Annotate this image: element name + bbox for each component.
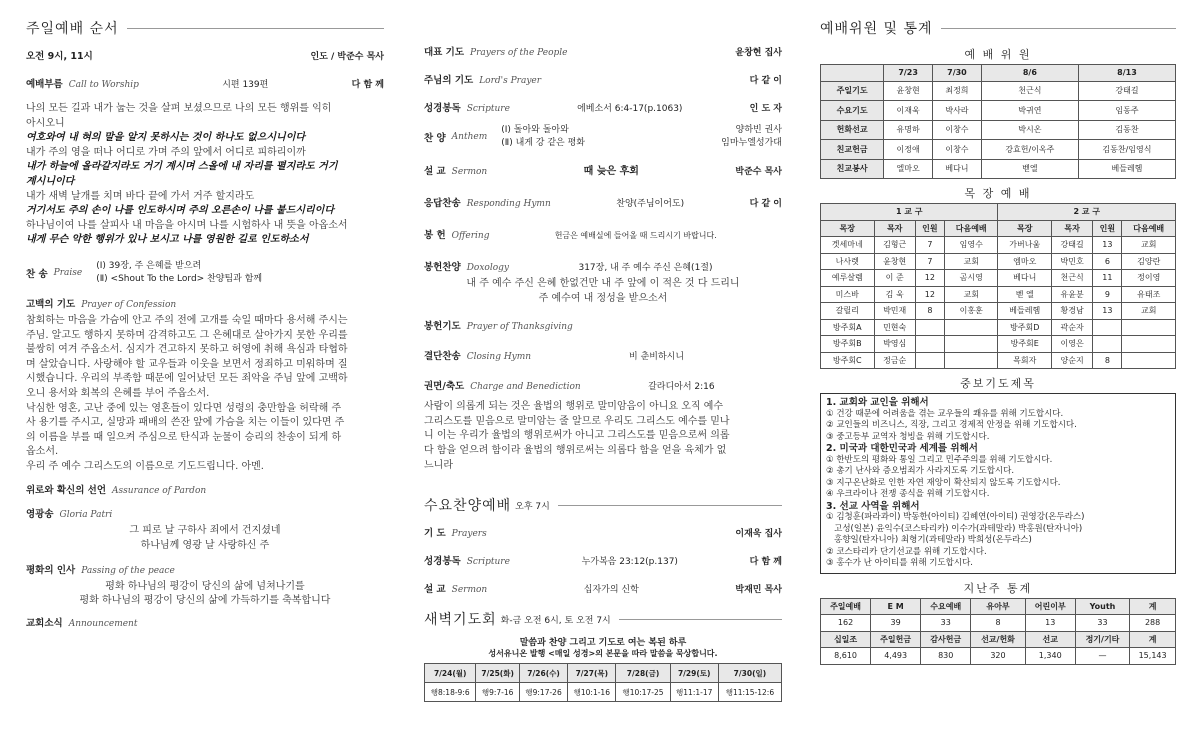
dawn-day-cell: 7/27(목)	[568, 664, 616, 683]
committee-cell: 김동찬	[1078, 120, 1175, 140]
pastoral-cell: 12	[915, 270, 944, 287]
benediction-text	[424, 400, 782, 473]
prayer-item: ② 총기 난사와 증오범죄가 사라지도록 기도합시다.	[826, 466, 1015, 476]
confession-line: 우리 주 예수 그리스도의 이름으로 기도드립니다. 아멘.	[26, 460, 264, 472]
pastoral-cell: 8	[915, 303, 944, 320]
pastoral-header-cell: 인원	[915, 220, 944, 237]
pastoral-cell: 미스바	[821, 286, 875, 303]
stats-row	[821, 648, 1176, 665]
stats-cell: —	[1075, 648, 1129, 665]
wednesday-header: 수요찬양예배 오후 7시	[424, 495, 782, 515]
stats-cell: 830	[921, 648, 971, 665]
pastoral-header-cell: 목자	[1051, 220, 1092, 237]
confession-line: 며 살았습니다. 사랑해야 할 교우들과 이웃을 보면서 정죄하고 미워하며 질	[26, 358, 348, 370]
pastoral-table	[820, 203, 1176, 369]
stats-cell: 288	[1130, 615, 1176, 632]
stats-cell: 계	[1130, 598, 1176, 615]
committee-cell: 박귀연	[981, 101, 1078, 121]
dawn-text-cell: 행9:7-16	[476, 683, 520, 702]
pastoral-group-1: 1 교 구	[821, 204, 998, 221]
pastoral-cell: 나사렛	[821, 253, 875, 270]
pastoral-cell: 갈릴리	[821, 303, 875, 320]
committee-row	[821, 159, 1176, 179]
committee-row	[821, 140, 1176, 160]
prayer-item: ③ 지구온난화로 인한 자연 재앙이 확산되지 않도록 기도합시다.	[826, 477, 1061, 488]
pastoral-cell: 방주회B	[821, 336, 875, 353]
lords-prayer-row: 주님의 기도 Lord's Prayer 다 같 이	[424, 75, 782, 86]
stats-row	[821, 631, 1176, 648]
psalm-line: 내가 하늘에 올라갈지라도 거기 계시며 스올에 내 자리를 펼지라도 거기	[26, 161, 338, 173]
pastoral-header-cell: 목장	[821, 220, 875, 237]
benediction-line: 니 이는 우리가 율법의 행위로써가 아니고 그리스도를 믿음으로써 의롭	[424, 430, 730, 442]
wednesday-en: Sermon	[451, 585, 488, 596]
pastoral-cell: 박영심	[874, 336, 915, 353]
confession-line: 시했습니다. 우리의 부족함 때문에 일어났던 모든 죄악을 주님 앞에 고백하	[26, 373, 348, 385]
committee-row	[821, 120, 1176, 140]
section-header	[26, 18, 384, 38]
wednesday-label: 설 교	[424, 584, 446, 596]
wednesday-mid: 십자가의 신학	[583, 585, 639, 596]
dawn-text-cell: 행9:17-26	[519, 683, 567, 702]
prayer-item: ③ 홍수가 난 아이티를 위해 기도합시다.	[826, 558, 973, 568]
committee-cell: 김동찬/임영식	[1078, 140, 1175, 160]
benediction-line: 그리스도를 믿음으로 말미암는 줄 알므로 우리도 그리스도 예수를 믿나	[424, 415, 730, 427]
confession-row: 고백의 기도 Prayer of Confession	[26, 298, 177, 310]
stats-cell: 1,340	[1025, 648, 1075, 665]
dawn-day-cell: 7/30(일)	[718, 664, 781, 683]
committee-cell: 강효헌/이옥주	[981, 140, 1078, 160]
committee-cell: 이재욱	[884, 101, 933, 121]
committee-cell: 강태길	[1078, 81, 1175, 101]
committee-cell: 친교봉사	[821, 159, 884, 179]
pastoral-cell: 양순지	[1051, 352, 1092, 369]
pastoral-row	[821, 352, 1176, 369]
committee-cell: 베들레헴	[1078, 159, 1175, 179]
pastoral-cell: 13	[1093, 303, 1122, 320]
psalm-line: 계시니이다	[26, 175, 75, 187]
pastoral-cell: 김형근	[874, 237, 915, 254]
psalm-line: 내게 무슨 악한 행위가 있나 보시고 나를 영원한 길로 인도하소서	[26, 234, 309, 246]
committee-cell: 엘마오	[884, 159, 933, 179]
wednesday-mid: 누가복음 23:12(p.137)	[581, 557, 678, 568]
stats-cell: 어린이부	[1025, 598, 1075, 615]
benediction-row: 권면/축도 Charge and Benediction 갈라디아서 2:16	[424, 381, 715, 393]
committee-cell: 헌화선교	[821, 120, 884, 140]
psalm-line: 여호와여 내 혀의 말을 알지 못하시는 것이 하나도 없으시니이다	[26, 132, 306, 144]
pastoral-cell	[915, 319, 944, 336]
order-of-worship-column-2: 대표 기도 Prayers of the People 윤창현 집사 주님의 기도 Lord's Prayer 다 같 이 성경봉독 Scripture 에베소서 6:4-17(p.1063) 인 도 자 찬 양 Anthem (Ⅰ) 돌아와 돌아와 (Ⅱ) 내게 강 같은 평화 양하빈 권사 임마누엘성가대 설 교 Sermon 때 늦은 후회 박준수 목사 응답찬송 Responding Hymn 찬양(주님이어도) 다 같 이 봉 헌 Offering 헌금은 예배실에 들어올 때 드리시기 바랍니다. 봉헌찬양 Doxology 317장, 내 주 예수 주신 은혜(1절) 내 주 예수 주신 은혜 한없건만 내 주 앞에 이 적은 것 다 드리니 주 예수여 내 정성을 받으소서 봉헌기도 Prayer of Thanksgiving 결단찬송 Closing Hymn 비 춘비하시니 권면/축도 Charge and Benediction 갈라디아서 2:16 사람이 의롭게 되는 것은 율법의 행위로 말미암음이 아니요 오직 예수 그리스도를 믿음으로 말미암는 줄 알므로 우리도 그리스도 예수를 믿나 니 이는 우리가 율법의 행위로써가 아니고 그리스도를 믿음으로써 의롭 다 함을 얻으려 함이라 율법의 행위로써는 의롭다 함을 얻을 육체가 없 느니라 수요찬양예배 오후 7시 기 도 Prayers 이재욱 집사 성경봉독 Scripture 누가복음 23:12(p.137) 다 함 께 설 교 Sermon 십자가의 신학 박재민 목사 새벽기도회 화-금 오전 6시, 토 오전 7시 말씀과 찬양 그리고 기도로 여는 복된 하루 성서유니온 발행 <매일 성경>의 본문을 따라 말씀을 묵상합니다. 7/24(월) 7/25(화) 7/26(수) 7/27(목) 7/28(금) 7/29(토) 7/30(일) 행8:18-9:6 행9:7-16 행9:17-26 행10:1-16 행10:17-25 행11:1-17 행11:15-12:6	[424, 44, 782, 702]
offering-row: 봉 헌 Offering 헌금은 예배실에 들어올 때 드리시기 바랍니다.	[424, 230, 717, 241]
prayer-group-heading: 3. 선교 사역을 위해서	[826, 500, 920, 512]
dawn-day-cell: 7/28(금)	[616, 664, 670, 683]
pastoral-cell: 방주회D	[998, 319, 1052, 336]
pastoral-row	[821, 270, 1176, 287]
pastoral-cell	[944, 319, 998, 336]
committee-title: 예 배 위 원	[964, 48, 1032, 61]
dawn-text-cell: 행10:17-25	[616, 683, 670, 702]
pastoral-header-cell: 목장	[998, 220, 1052, 237]
prayer-item: ① 건강 때문에 어려움을 겪는 교우들의 쾌유를 위해 기도합시다.	[826, 408, 1064, 419]
pastoral-cell: 강태길	[1051, 237, 1092, 254]
pastoral-cell: 김 욱	[874, 286, 915, 303]
committee-row	[821, 81, 1176, 101]
stats-cell: 십일조	[821, 631, 871, 648]
committee-cell: 친교헌금	[821, 140, 884, 160]
stats-cell: 39	[871, 615, 921, 632]
call-to-worship-row: 예배부름 Call to Worship 시편 139편 다 함 께	[26, 79, 384, 90]
prayer-title: 중보기도제목	[960, 377, 1036, 390]
stats-cell: 320	[971, 648, 1025, 665]
pastoral-row	[821, 237, 1176, 254]
pastoral-cell: 곽순자	[1051, 319, 1092, 336]
pastoral-header-cell: 인원	[1093, 220, 1122, 237]
stats-cell: 33	[921, 615, 971, 632]
committee-cell: 베다니	[933, 159, 982, 179]
pastoral-cell: 박민재	[874, 303, 915, 320]
pastoral-cell: 박민호	[1051, 253, 1092, 270]
announcement-row: 교회소식 Announcement	[26, 617, 138, 629]
pastoral-cell: 엠마오	[998, 253, 1052, 270]
order-of-worship-column: 주일예배 순서 오전 9시, 11시 인도 / 박준수 목사 예배부름 Call to Worship 시편 139편 다 함 께 나의 모든 길과 내가 눕는 것을 살펴 보셨으므로 나의 모든 행위를 익히 아시오니 여호와여 내 혀의 말을 알지 못하시는 것이 하나도 없으시니이다 내가 주의 영을 떠나 어디로 가며 주의 앞에서 어디로 피하리이까 내가 하늘에 올라갈지라도 거기 계시며 스올에 내 자리를 펼지라도 거기 계시니이다 내가 새벽 날개를 치며 바다 끝에 가서 거주 할지라도 거기서도 주의 손이 나를 인도하시며 주의 오른손이 나를 붙드시리이다 하나님이여 나를 살피사 내 마음을 아시며 나를 시험하사 내 뜻을 아옵소서 내게 무슨 악한 행위가 있나 보시고 나를 영원한 길로 인도하소서 찬 송 Praise (Ⅰ) 39장, 주 은혜를 받으려 (Ⅱ) <Shout To the Lord> 찬양팀과 함께 고백의 기도 Prayer of Confession 참회하는 마음을 가슴에 안고 주의 전에 고개를 숙일 때마다 용서해 주시는 주님. 알고도 행하지 못하며 감격하고도 그 은혜대로 살아가지 못한 우리를 불쌍히 여겨 주옵소서. 심지가 견고하지 못하고 허영에 취해 욕심과 타협하 며 살았습니다. 사랑해야 할 교우들과 이웃을 보면서 정죄하고 미워하며 질 시했습니다. 우리의 부족함 때문에 일어났던 모든 죄악을 주님 앞에 고백하 오니 용서와 회복의 은혜를 부어 주옵소서. 낙심한 영혼, 고난 중에 있는 영혼들이 있다면 성령의 충만함을 허락해 주 사 용기를 주시고, 실망과 패배의 쓴잔 앞에 가슴을 치는 이들이 있다면 주 의 이름을 부를 때 일으켜 주심으로 탄식과 눈물이 승리의 찬송이 되게 하 옵소서. 우리 주 예수 그리스도의 이름으로 기도드립니다. 아멘. 위로와 확신의 선언 Assurance of Pardon 영광송 Gloria Patri 그 피로 날 구하사 죄에서 건지셨네 하나님께 영광 날 사랑하신 주 평화의 인사 Passing of the peace 평화 하나님의 평강이 당신의 삶에 넘쳐나기를 평화 하나님의 평강이 당신의 삶에 가득하기를 축복합니다 교회소식 Announcement	[26, 0, 384, 633]
committee-cell: 유명하	[884, 120, 933, 140]
pastoral-row	[821, 336, 1176, 353]
pastoral-cell: 벧 엘	[998, 286, 1052, 303]
pastoral-cell: 방주회C	[821, 352, 875, 369]
stats-cell: 감사헌금	[921, 631, 971, 648]
pastoral-title: 목 장 예 배	[964, 187, 1032, 200]
stats-cell: 13	[1025, 615, 1075, 632]
pastoral-cell: 교회	[1122, 237, 1176, 254]
confession-line: 사 용기를 주시고, 실망과 패배의 쓴잔 앞에 가슴을 치는 이들이 있다면 주	[26, 417, 345, 429]
pastoral-cell: 곰시영	[944, 270, 998, 287]
wednesday-en: Scripture	[466, 557, 510, 568]
pastoral-cell: 민현숙	[874, 319, 915, 336]
stats-cell: 선교/헌화	[971, 631, 1025, 648]
pastoral-header-cell: 목자	[874, 220, 915, 237]
confession-line: 낙심한 영혼, 고난 중에 있는 영혼들이 있다면 성령의 충만함을 허락해 주	[26, 402, 342, 414]
committee-cell: 윤창현	[884, 81, 933, 101]
pastoral-cell: 7	[915, 253, 944, 270]
committee-cell: 임동주	[1078, 101, 1175, 121]
psalm-line: 내가 새벽 날개를 치며 바다 끝에 가서 거주 할지라도	[26, 190, 255, 202]
psalm-reading	[26, 102, 384, 248]
psalm-line: 나의 모든 길과 내가 눕는 것을 살펴 보셨으므로 나의 모든 행위를 익히	[26, 103, 332, 114]
wednesday-row	[424, 553, 782, 567]
benediction-line: 사람이 의롭게 되는 것은 율법의 행위로 말미암음이 아니요 오직 예수	[424, 401, 724, 413]
stats-cell: 계	[1130, 631, 1176, 648]
committee-header-cell: 7/30	[933, 65, 982, 82]
pastoral-cell: 목회자	[998, 352, 1052, 369]
committee-row	[821, 101, 1176, 121]
pastoral-group-row	[821, 204, 1176, 221]
pastoral-cell: 황경남	[1051, 303, 1092, 320]
confession-line: 참회하는 마음을 가슴에 안고 주의 전에 고개를 숙일 때마다 용서해 주시는	[26, 314, 348, 326]
pastoral-cell	[1122, 319, 1176, 336]
doxology-row: 봉헌찬양 Doxology 317장, 내 주 예수 주신 은혜(1절)	[424, 262, 713, 273]
prayer-item: ① 한반도의 평화와 통일 그리고 민주주의를 위해 기도합시다.	[826, 454, 1053, 465]
committee-cell: 최정희	[933, 81, 982, 101]
confession-prayer	[26, 314, 384, 475]
dawn-text-cell: 행10:1-16	[568, 683, 616, 702]
pardon-row: 위로와 확신의 선언 Assurance of Pardon	[26, 485, 207, 497]
pastoral-cell: 가버나움	[998, 237, 1052, 254]
committee-header-row	[821, 65, 1176, 82]
pastoral-cell: 9	[1093, 286, 1122, 303]
committee-cell: 박시온	[981, 120, 1078, 140]
pastoral-cell: 겟세마네	[821, 237, 875, 254]
pastoral-header-cell: 다음예배	[1122, 220, 1176, 237]
confession-line: 의 이름을 부를 때 일으켜 주심으로 탄식과 눈물이 승리의 찬송이 되게 하	[26, 431, 342, 443]
dawn-day-cell: 7/25(화)	[476, 664, 520, 683]
service-leader: 인도 / 박준수 목사	[310, 52, 384, 62]
prayer-item: ④ 우크라이나 전쟁 종식을 위해 기도합시다.	[826, 489, 990, 499]
pastoral-cell: 정금순	[874, 352, 915, 369]
section-title: 주일예배 순서	[26, 21, 119, 37]
pastoral-cell: 예루살렘	[821, 270, 875, 287]
wednesday-label: 기 도	[424, 528, 446, 540]
pastoral-cell: 방주회E	[998, 336, 1052, 353]
pastoral-cell: 8	[1093, 352, 1122, 369]
praise-row: 찬 송 Praise (Ⅰ) 39장, 주 은혜를 받으려 (Ⅱ) <Shout To the Lord> 찬양팀과 함께	[26, 260, 263, 284]
stats-cell: 162	[821, 615, 871, 632]
committee-header-cell: 7/23	[884, 65, 933, 82]
confession-line: 옵소서.	[26, 446, 59, 458]
committee-cell: 수요기도	[821, 101, 884, 121]
stats-cell: 4,493	[871, 648, 921, 665]
pastoral-cell: 이홍훈	[944, 303, 998, 320]
pastoral-row	[821, 286, 1176, 303]
psalm-line: 하나님이여 나를 살피사 내 마음을 아시며 나를 시험하사 내 뜻을 아옵소서	[26, 219, 348, 231]
sermon-row: 설 교 Sermon 때 늦은 후회 박준수 목사	[424, 166, 782, 177]
committee-cell: 주일기도	[821, 81, 884, 101]
prayer-group-heading: 1. 교회와 교인을 위해서	[826, 397, 929, 408]
prayer-item: ③ 중고등부 교역자 청빙을 위해 기도합시다.	[826, 431, 990, 442]
stats-cell: 8,610	[821, 648, 871, 665]
stats-cell: 주일헌금	[871, 631, 921, 648]
pastoral-cell: 교회	[1122, 303, 1176, 320]
pastoral-cell: 11	[1093, 270, 1122, 287]
pastoral-cell: 교회	[944, 286, 998, 303]
committee-header-cell: 8/13	[1078, 65, 1175, 82]
pastoral-cell	[1093, 336, 1122, 353]
committee-header-cell: 8/6	[981, 65, 1078, 82]
pastoral-cell	[1122, 336, 1176, 353]
benediction-line: 느니라	[424, 459, 453, 471]
pastoral-cell: 13	[1093, 237, 1122, 254]
stats-cell: 선교	[1025, 631, 1075, 648]
prayer-item: ② 코스타리카 단기선교를 위해 기도합시다.	[826, 546, 987, 557]
dawn-header: 새벽기도회 화-금 오전 6시, 토 오전 7시	[424, 609, 782, 629]
stats-cell: Youth	[1075, 598, 1129, 615]
wednesday-service	[424, 525, 782, 595]
stats-cell: 주일예배	[821, 598, 871, 615]
service-time-row	[26, 48, 384, 62]
committee-cell: 벧엘	[981, 159, 1078, 179]
committee-cell: 이정애	[884, 140, 933, 160]
stats-cell: 33	[1075, 615, 1129, 632]
section-header-right: 예배위원 및 통계	[820, 18, 1176, 38]
pastoral-cell: 베다니	[998, 270, 1052, 287]
dawn-day-cell: 7/29(토)	[670, 664, 718, 683]
scripture-row: 성경봉독 Scripture 에베소서 6:4-17(p.1063) 인 도 자	[424, 103, 782, 114]
psalm-line: 거기서도 주의 손이 나를 인도하시며 주의 오른손이 나를 붙드시리이다	[26, 205, 334, 217]
closing-hymn-row: 결단찬송 Closing Hymn 비 춘비하시니	[424, 351, 685, 363]
gloria-row: 영광송 Gloria Patri	[26, 509, 113, 521]
pastoral-row	[821, 253, 1176, 270]
pastoral-cell: 7	[915, 237, 944, 254]
wednesday-right: 다 함 께	[749, 557, 782, 568]
dawn-day-cell: 7/26(수)	[519, 664, 567, 683]
wednesday-label: 성경봉독	[424, 556, 461, 568]
pastoral-row	[821, 319, 1176, 336]
prayer-item: ② 교인들의 비즈니스, 직장, 그리고 경제적 안정을 위해 기도합시다.	[826, 420, 1077, 430]
pastoral-cell	[915, 352, 944, 369]
pastoral-cell	[915, 336, 944, 353]
stats-row	[821, 598, 1176, 615]
dawn-schedule-table	[424, 663, 782, 702]
pastoral-cell: 이영은	[1051, 336, 1092, 353]
stats-cell: 정기/기타	[1075, 631, 1129, 648]
prayer-item: ① 김청훈(파라과이) 박동한(아이티) 김혜연(아이티) 권영강(온두라스)	[826, 512, 1085, 522]
pastoral-cell	[944, 336, 998, 353]
stats-cell: 유아부	[971, 598, 1025, 615]
thanksgiving-row: 봉헌기도 Prayer of Thanksgiving	[424, 321, 573, 333]
committee-table	[820, 64, 1176, 179]
responding-hymn-row: 응답찬송 Responding Hymn 찬양(주님이어도) 다 같 이	[424, 198, 782, 209]
wednesday-en: Prayers	[451, 529, 487, 540]
psalm-line: 내가 주의 영을 떠나 어디로 가며 주의 앞에서 어디로 피하리이까	[26, 146, 306, 158]
stats-row	[821, 615, 1176, 632]
pastoral-cell: 천근식	[1051, 270, 1092, 287]
stats-cell: 수요예배	[921, 598, 971, 615]
committee-cell: 박사라	[933, 101, 982, 121]
pastoral-cell: 정이영	[1122, 270, 1176, 287]
pastoral-cell: 교회	[944, 253, 998, 270]
committee-stats-column	[820, 0, 1176, 665]
pastoral-cell: 임영수	[944, 237, 998, 254]
confession-line: 불쌍히 여겨 주옵소서. 심지가 견고하지 못하고 허영에 취해 욕심과 타협하	[26, 344, 348, 356]
pastoral-cell: 윤창현	[874, 253, 915, 270]
pastoral-cell	[1093, 319, 1122, 336]
dawn-day-cell: 7/24(월)	[425, 664, 476, 683]
stats-cell: 15,143	[1130, 648, 1176, 665]
wednesday-right: 이재욱 집사	[735, 529, 782, 540]
prayer-requests	[820, 393, 1176, 574]
prayer-item: 고성(일본) 윤익수(코스타리카) 이수가(과테말라) 박홍원(탄자니아)	[826, 523, 1083, 534]
committee-cell: 이창수	[933, 120, 982, 140]
benediction-line: 다 함을 얻으려 함이라 율법의 행위로써는 의롭다 함을 얻을 육체가 없	[424, 444, 727, 456]
pastoral-row	[821, 303, 1176, 320]
pastoral-cell	[1122, 352, 1176, 369]
committee-cell: 이창수	[933, 140, 982, 160]
committee-header-cell	[821, 65, 884, 82]
stats-title: 지난주 통계	[963, 581, 1033, 595]
pastoral-cell	[944, 352, 998, 369]
pastoral-cell: 유윤분	[1051, 286, 1092, 303]
pastoral-cell: 베들레헴	[998, 303, 1052, 320]
stats-cell: E M	[871, 598, 921, 615]
confession-line: 주님. 알고도 행하지 못하며 감격하고도 그 은혜대로 살아가지 못한 우리를	[26, 329, 348, 341]
committee-cell: 천근식	[981, 81, 1078, 101]
dawn-text-cell: 행11:1-17	[670, 683, 718, 702]
wednesday-row	[424, 581, 782, 595]
pastoral-cell: 김양란	[1122, 253, 1176, 270]
wednesday-row	[424, 525, 782, 539]
prayer-group-heading: 2. 미국과 대한민국과 세계를 위해서	[826, 443, 978, 454]
stats-table	[820, 598, 1176, 665]
pastoral-cell: 방주회A	[821, 319, 875, 336]
pastoral-cell: 유태조	[1122, 286, 1176, 303]
wednesday-right: 박재민 목사	[735, 585, 782, 596]
psalm-line: 아시오니	[26, 117, 65, 129]
prayer-item: 홍향일(탄자니아) 최형기(과테말라) 박희성(온두라스)	[826, 535, 1032, 545]
stats-cell: 8	[971, 615, 1025, 632]
pastoral-cell: 12	[915, 286, 944, 303]
rep-prayer-row: 대표 기도 Prayers of the People 윤창현 집사	[424, 47, 782, 58]
confession-line: 오니 용서와 회복의 은혜를 부어 주옵소서.	[26, 387, 210, 399]
pastoral-cell: 6	[1093, 253, 1122, 270]
pastoral-header-row	[821, 220, 1176, 237]
pastoral-cell: 이 준	[874, 270, 915, 287]
dawn-text-cell: 행8:18-9:6	[425, 683, 476, 702]
peace-row: 평화의 인사 Passing of the peace	[26, 564, 175, 576]
service-time: 오전 9시, 11시	[26, 51, 93, 62]
pastoral-group-2: 2 교 구	[998, 204, 1176, 221]
anthem-row: 찬 양 Anthem (Ⅰ) 돌아와 돌아와 (Ⅱ) 내게 강 같은 평화 양하빈 권사 임마누엘성가대	[424, 125, 782, 148]
dawn-text-cell: 행11:15-12:6	[718, 683, 781, 702]
pastoral-header-cell: 다음예배	[944, 220, 998, 237]
